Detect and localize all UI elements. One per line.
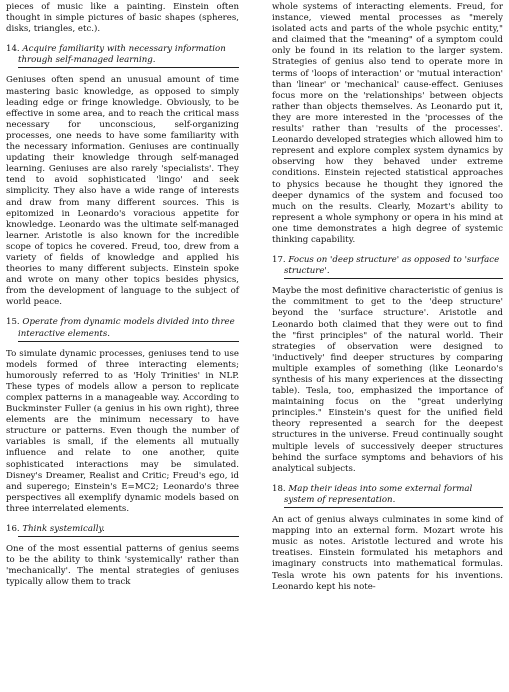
section-14-number: 14. xyxy=(6,44,20,55)
section-16-continuation: whole systems of interacting elements. Freud, for instance, viewed mental processes as "merely isolated acts and parts of the whole psychic entity," and claimed that the "meaning" of a symptom could only be found in its relation to the larger system. Strategies of genius also tend to operate more in terms of 'loops of interaction' or 'mutual interaction' than 'linear' or 'mechanical' cause-effect. Geniuses focus more on the 'relationships' between objects rather than objects themselves. As Leonardo put it, they are more interested in the 'processes of the results' rather than 'results of the processes'. Leonardo developed strategies which allowed him to represent and explore complex system dynamics by observing how they behaved under extreme conditions. Einstein rejected statistical approaches to physics because he thought they ignored the deeper dynamics of the system and focused too much on the results. Clearly, Mozart's ability to represent a whole symphony or opera in his mind at one time demonstrates a high degree of systemic thinking capability. xyxy=(272,2,503,245)
section-17-rule xyxy=(284,278,503,279)
section-18-number: 18. xyxy=(272,483,286,494)
section-18-title: Map their ideas into some external formal system of representation. xyxy=(284,483,473,505)
section-14-rule xyxy=(18,67,239,68)
section-15-rule xyxy=(18,341,239,342)
section-18-rule xyxy=(284,507,503,508)
section-17-number: 17. xyxy=(272,255,286,266)
section-18-body: An act of genius always culminates in some kind of mapping into an external form. Mozart wrote his music as notes. Aristotle lectured and wrote his treatises. Einstein formulated his metaphors and imaginary constructs into mathematical formulas. Tesla wrote his own patents for his inventions. Leonardo kept his note- xyxy=(272,515,503,592)
section-14-heading xyxy=(6,44,239,68)
right-column xyxy=(272,2,503,600)
section-16-number: 16. xyxy=(6,524,20,535)
section-14-title: Acquire familiarity with necessary information through self-managed learning. xyxy=(18,44,226,66)
section-18-heading xyxy=(272,484,503,508)
section-15-number: 15. xyxy=(6,317,20,328)
section-17-heading xyxy=(272,255,503,279)
section-17-body: Maybe the most definitive characteristic of genius is the commitment to get to the 'deep structure' beyond the 'surface structure'. Aristotle and Leonardo both claimed that they were out to find the "first principles" of the natural world. Their strategies of observation were designed to 'inductively' find deeper structures by comparing multiple examples of something (like Leonardo's synthesis of his many experiences at the dissecting table). Tesla, too, emphasized the importance of maintaining focus on the "great underlying principles." Einstein's quest for the unified field theory represented a search for the deepest structures in the universe. Freud continually sought multiple levels of successively deeper structures behind the surface symptoms and behaviors of his analytical subjects. xyxy=(272,286,503,474)
section-17-title: Focus on 'deep structure' as opposed to 'surface structure'. xyxy=(284,255,500,277)
left-column xyxy=(6,2,239,596)
section-16-heading xyxy=(6,524,239,537)
intro-paragraph: pieces of music like a painting. Einstein often thought in simple pictures of basic shapes (spheres, disks, triangles, etc.). xyxy=(6,2,239,35)
section-16-title: Think systemically. xyxy=(22,524,105,535)
section-15-heading xyxy=(6,317,239,341)
section-15-title: Operate from dynamic models divided into three interactive elements. xyxy=(18,317,235,339)
section-15-body: To simulate dynamic processes, geniuses tend to use models formed of three interacting elements; humorously referred to as 'Holy Trinities' in NLP. These types of models allow a person to replicate complex patterns in a manageable way. According to Buckminster Fuller (a genius in his own right), three elements are the minimum necessary to have structure or patterns. Even though the number of variables is small, if the elements all mutually influence and relate to one another, quite sophisticated interactions may be simulated. Disney's Dreamer, Realist and Critic; Freud's ego, id and superego; Einstein's E=MC2; Leonardo's three perspectives all exemplify dynamic models based on three interrelated elements. xyxy=(6,348,239,514)
section-14-body: Geniuses often spend an unusual amount of time mastering basic knowledge, as opposed to simply leading edge or fringe knowledge. Obviously, to be effective in some area, and to reach the critical mass necessary for unconscious, self-organizing processes, one needs to have some familiarity with the necessary information. Geniuses are continually updating their knowledge through self-managed learning. Geniuses are also rarely 'specialists'. They tend to avoid sophisticated 'lingo' and seek simplicity. They also have a wide range of interests and draw from many different sources. This is epitomized in Leonardo's voracious appetite for knowledge. Leonardo was the ultimate self-managed learner. Aristotle is also known for the incredible scope of topics he covered. Freud, too, drew from a variety of fields of knowledge and applied his theories to many different subjects. Einstein spoke and wrote on many other topics besides physics, from the development of language to the subject of world peace. xyxy=(6,75,239,308)
section-16-rule xyxy=(18,536,239,537)
section-16-body: One of the most essential patterns of genius seems to be the ability to think 'systemically' rather than 'mechanically'. The mental strategies of geniuses typically allow them to track xyxy=(6,544,239,588)
